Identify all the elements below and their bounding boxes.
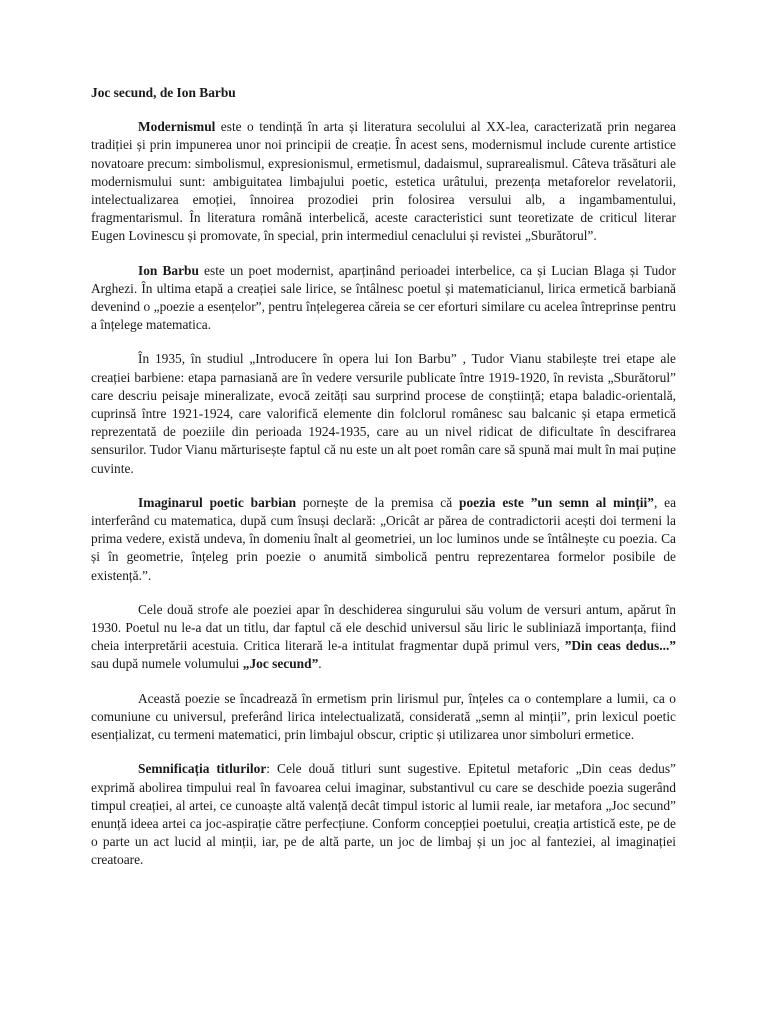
paragraph (91, 118, 676, 245)
paragraph (91, 760, 676, 869)
paragraph (91, 350, 676, 477)
paragraph-text: pornește de la premisa că (296, 494, 460, 510)
document-page (91, 84, 676, 886)
bold-text: „Joc secund” (242, 656, 319, 672)
paragraph-text: În 1935, în studiul „Introducere în opera lui Ion Barbu” , Tudor Vianu stabilește trei etape ale creației barbiene: etapa parnasiană are în vedere versurile publicate între 1919-1920, în revista „Sburătorul” care descriu peisaje mineralizate, evocă zeități sau surprind procese de conștiință; etapa baladic-orientală, cuprinsă între 1921-1924, care valorifică elemente din folclorul românesc sau balcanic și etapa ermetică reprezentată de poeziile din perioada 1924-1935, care au un nivel ridicat de dificultate în descifrarea sensurilor. Tudor Vianu mărturisește faptul că nu este un alt poet român care să spună mai mult în mai puține cuvinte. (91, 351, 676, 476)
bold-text: ”Din ceas dedus...” (564, 638, 676, 654)
paragraph-text: este o tendință în arta și literatura secolului al XX-lea, caracterizată prin negarea tradiției și prin impunerea unor noi principii de creație. În acest sens, modernismul include curente artistice novatoare precum: simbolismul, expresionismul, ermetismul, dadaismul, suprarealismul. Câteva trăsături ale modernismului sunt: ambiguitatea limbajului poetic, estetica urâtului, prezența metaforelor revelatorii, intelectualizarea emoției, înnoirea prozodiei prin folosirea versului alb, a ingambamentului, fragmentarismul. În literatura română interbelică, aceste caracteristici sunt teoretizate de criticul literar Eugen Lovinescu și promovate, în special, prin intermediul cenaclului și revistei „Sburătorul”. (91, 119, 676, 244)
paragraph-text: : Cele două titluri sunt sugestive. Epitetul metaforic „Din ceas dedus” exprimă abolirea timpului real în favoarea celui imaginar, substantivul cu care se deschide poezia sugerând timpul creației, al artei, ce cunoaște altă valență decât timpul istoric al lumii reale, iar metafora „Joc secund” enunță ideea artei ca joc-aspirație către perfecțiune. Conform concepției poetului, creația artistică este, pe de o parte un act lucid al minții, iar, pe de altă parte, un joc de limbaj și un joc al fanteziei, al imaginației creatoare. (91, 761, 676, 868)
document-title: Joc secund, de Ion Barbu (91, 85, 236, 100)
bold-text: Semnificația titlurilor (138, 761, 267, 777)
paragraph-text: . (318, 656, 322, 672)
paragraph (91, 494, 676, 585)
bold-text: Ion Barbu (138, 262, 199, 278)
paragraph-text: Această poezie se încadrează în ermetism prin lirismul pur, înțeles ca o contemplare a lumii, ca o comuniune cu universul, preferând lirica intelectualizată, considerată „semn al minții”, prin lexicul poetic esențializat, cu termeni matematici, prin limbajul obscur, criptic și utilizarea unor simboluri ermetice. (91, 690, 676, 743)
bold-text: Imaginarul poetic barbian (138, 494, 297, 510)
paragraph-text: Cele două strofe ale poeziei apar în deschiderea singurului său volum de versuri antum, apărut în 1930. Poetul nu le-a dat un titlu, dar faptul că ele deschid universul său liric le subliniază importanța, fiind cheia interpretării acestuia. Critica literară le-a intitulat fragmentar după primul vers, (91, 601, 676, 654)
paragraph-text: sau după numele volumului (91, 656, 243, 672)
document-body (91, 118, 676, 869)
bold-text: Modernismul (138, 119, 216, 135)
paragraph (91, 690, 676, 745)
paragraph (91, 262, 676, 335)
paragraph (91, 601, 676, 674)
paragraph-text: , ea interferând cu matematica, după cum însuși declară: „Oricât ar părea de contradictorii acești doi termeni la prima vedere, există undeva, în domeniu înalt al geometriei, un loc luminos unde se întâlnește cu poezia. Ca și în geometrie, înțeleg prin poezie o anumită simbolică pentru reprezentarea formelor posibile de existență.”. (91, 494, 677, 583)
paragraph-text: este un poet modernist, aparținând perioadei interbelice, ca și Lucian Blaga și Tudor Arghezi. În ultima etapă a creației sale lirice, se întâlnesc poetul și matematicianul, lirica ermetică barbiană devenind o „poezie a esențelor”, pentru înțelegerea căreia se cer eforturi similare cu acelea întreprinse pentru a înțelege matematica. (91, 262, 676, 333)
bold-text: poezia este ”un semn al minții” (459, 494, 654, 510)
